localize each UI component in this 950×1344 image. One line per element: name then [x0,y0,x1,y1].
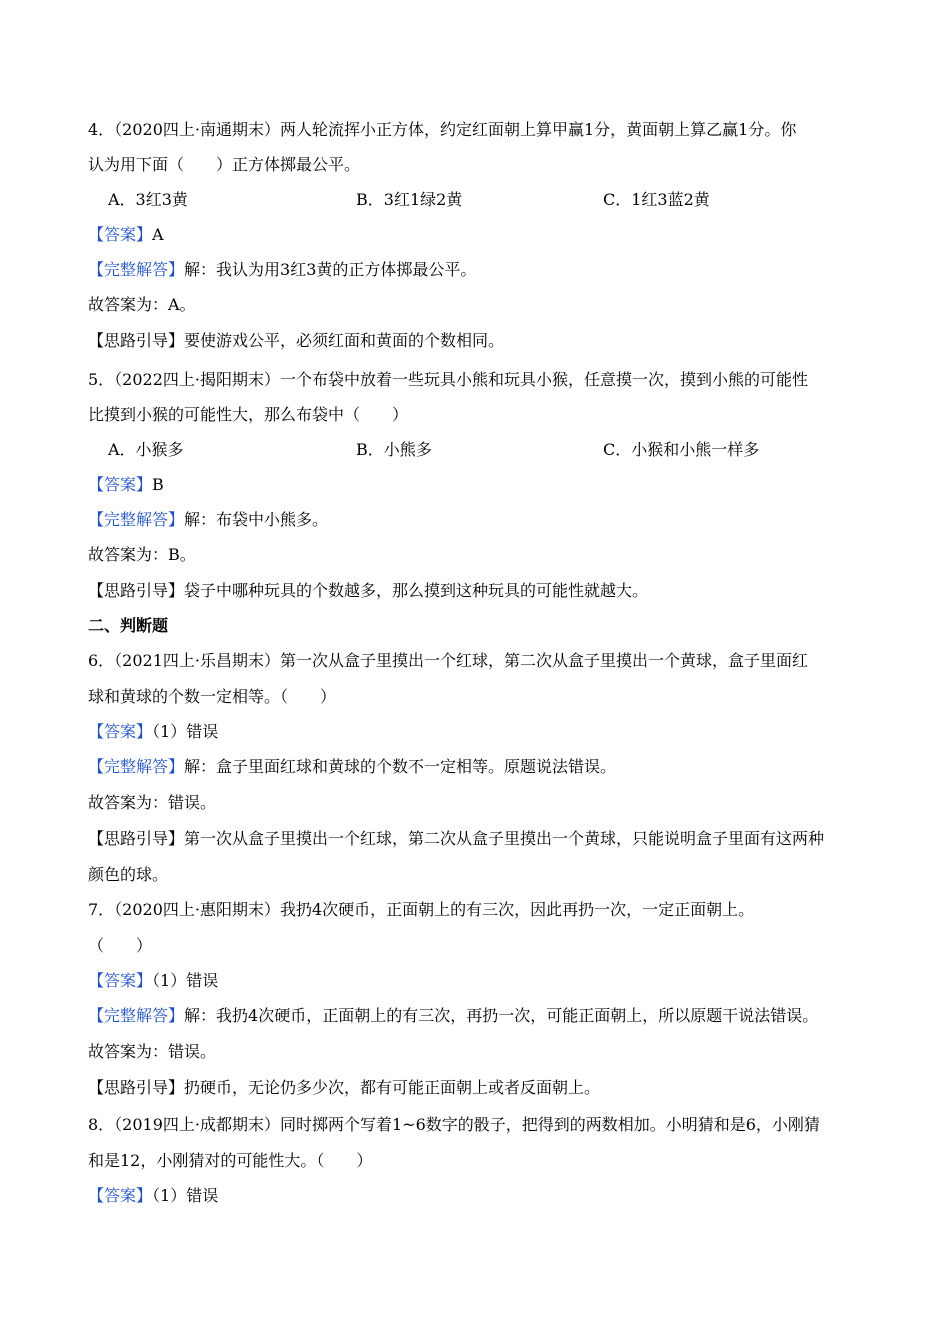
solution-text: 解：盒子里面红球和黄球的个数不一定相等。原题说法错误。 [184,757,617,776]
q8-answer [88,1185,218,1207]
solution-tag: 【完整解答】 [88,757,185,776]
answer-tag: 【答案】 [88,971,153,990]
q5-stem-line1: 5．（2022四上·揭阳期末）一个布袋中放着一些玩具小熊和玩具小猴，任意摸一次，摸到小熊的可能性 [88,370,808,389]
q4-option-a: A．3红3黄 [108,190,188,209]
q5-answer [88,474,164,496]
hint-tag: 【思路引导】 [88,829,185,848]
hint-tag: 【思路引导】 [88,1078,185,1097]
q8-stem-line2: 和是12，小刚猜对的可能性大。（ ） [88,1151,373,1170]
hint-tag: 【思路引导】 [88,331,185,350]
answer-value: （1）错误 [152,971,219,990]
q6-solution [88,756,616,778]
hint-text: 袋子中哪种玩具的个数越多，那么摸到这种玩具的可能性就越大。 [184,581,649,600]
q5-hint [88,580,648,602]
section-title-judgement: 二、判断题 [88,616,169,635]
q4-solution [88,259,476,281]
answer-value: （1）错误 [152,722,219,741]
q5-option-a: A．小猴多 [108,440,184,459]
q5-conclusion: 故答案为：B。 [88,545,196,564]
solution-tag: 【完整解答】 [88,1006,185,1025]
hint-text: 扔硬币，无论仍多少次，都有可能正面朝上或者反面朝上。 [184,1078,601,1097]
q6-stem-line1: 6．（2021四上·乐昌期末）第一次从盒子里摸出一个红球，第二次从盒子里摸出一个黄球，盒子里面红 [88,651,808,670]
q7-conclusion: 故答案为：错误。 [88,1042,217,1061]
q4-option-b: B．3红1绿2黄 [356,190,463,209]
solution-text: 解：我认为用3红3黄的正方体掷最公平。 [184,260,477,279]
q5-solution [88,509,328,531]
q6-answer [88,721,218,743]
answer-tag: 【答案】 [88,1186,153,1205]
q7-answer [88,970,218,992]
hint-tag: 【思路引导】 [88,581,185,600]
q4-option-c: C．1红3蓝2黄 [603,190,710,209]
q5-option-c: C．小猴和小熊一样多 [603,440,760,459]
q5-option-b: B．小熊多 [356,440,432,459]
q6-stem-line2: 球和黄球的个数一定相等。（ ） [88,687,337,706]
q6-conclusion: 故答案为：错误。 [88,793,217,812]
answer-tag: 【答案】 [88,722,153,741]
q7-hint [88,1077,600,1099]
solution-tag: 【完整解答】 [88,260,185,279]
q7-stem-line2: （ ） [88,936,153,955]
q6-hint [88,828,824,850]
q4-stem-line1: 4．（2020四上·南通期末）两人轮流挥小正方体，约定红面朝上算甲赢1分，黄面朝上算乙赢1分。你 [88,120,797,139]
answer-value: （1）错误 [152,1186,219,1205]
q7-stem-line1: 7．（2020四上·惠阳期末）我扔4次硬币，正面朝上的有三次，因此再扔一次，一定正面朝上。 [88,900,755,919]
hint-text: 要使游戏公平，必须红面和黄面的个数相同。 [184,331,505,350]
q4-conclusion: 故答案为：A。 [88,295,196,314]
solution-text: 解：布袋中小熊多。 [184,510,329,529]
q4-stem-line2: 认为用下面（ ）正方体掷最公平。 [88,155,361,174]
answer-tag: 【答案】 [88,475,153,494]
answer-value: A [152,225,164,244]
q6-hint-line2: 颜色的球。 [88,865,169,884]
q4-hint [88,330,504,352]
q7-solution [88,1005,818,1027]
hint-text: 第一次从盒子里摸出一个红球，第二次从盒子里摸出一个黄球，只能说明盒子里面有这两种 [184,829,825,848]
q5-stem-line2: 比摸到小猴的可能性大，那么布袋中（ ） [88,405,409,424]
q8-stem-line1: 8．（2019四上·成都期末）同时掷两个写着1~6数字的骰子，把得到的两数相加。小明猜和是6，小刚猜 [88,1115,820,1134]
answer-tag: 【答案】 [88,225,153,244]
solution-tag: 【完整解答】 [88,510,185,529]
solution-text: 解：我扔4次硬币，正面朝上的有三次，再扔一次，可能正面朝上，所以原题干说法错误。 [184,1006,819,1025]
q4-answer [88,224,164,246]
answer-value: B [152,475,164,494]
